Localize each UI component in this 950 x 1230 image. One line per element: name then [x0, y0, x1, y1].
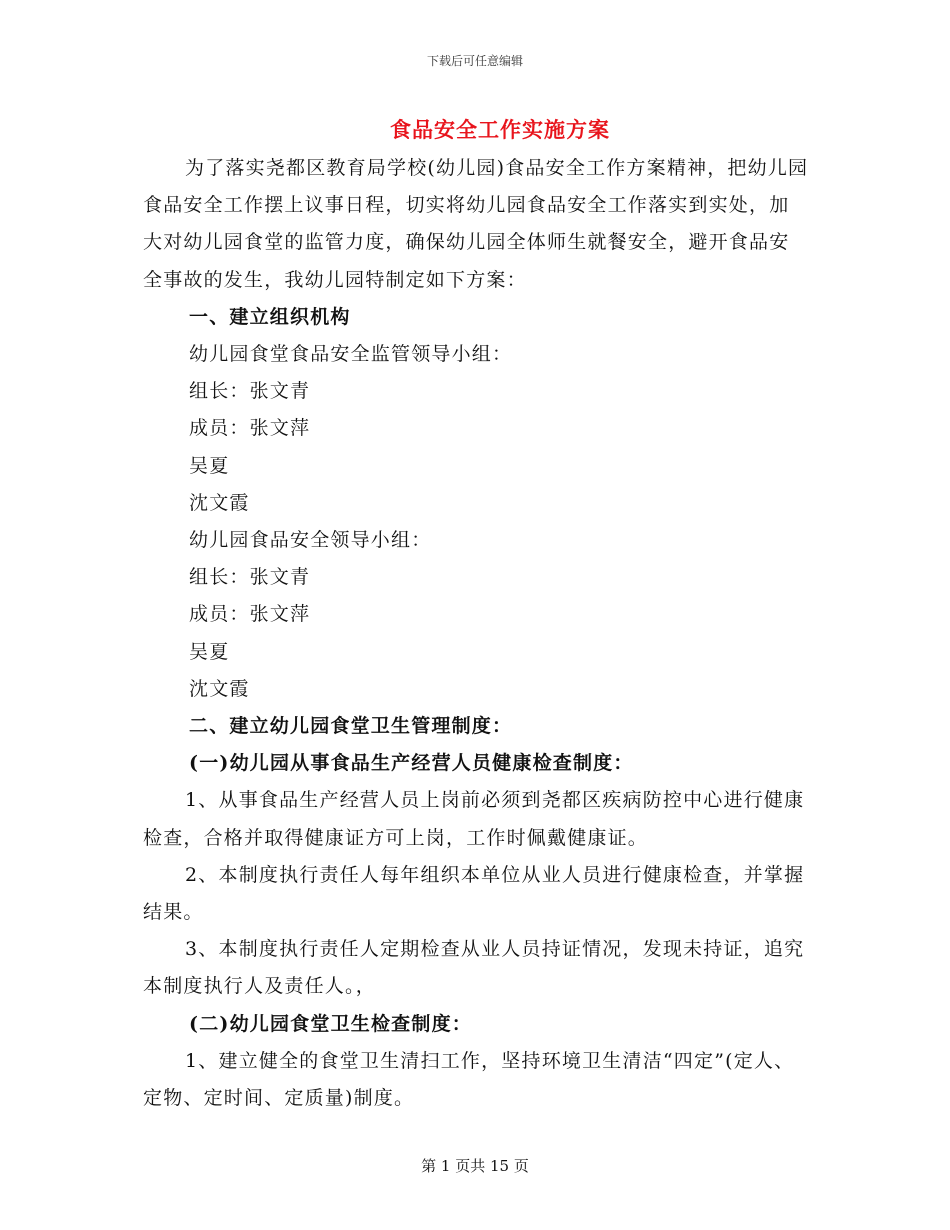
intro-paragraph: 为了落实尧都区教育局学校(幼儿园)食品安全工作方案精神，把幼儿园食品安全工作摆上议事日程，切实将幼儿园食品安全工作落实到实处，加大对幼儿园食堂的监管力度，确保幼儿园全体师生就餐安全，避开食品安全事故的发生，我幼儿园特制定如下方案：	[143, 157, 809, 291]
group1-member: 吴夏	[189, 454, 230, 477]
group1-member: 沈文霞	[189, 491, 250, 514]
subsection2-item: 1、建立健全的食堂卫生清扫工作，坚持环境卫生清洁“四定”(定人、定物、定时间、定质量)制度。	[143, 1049, 795, 1110]
subsection1-item: 3、本制度执行责任人定期检查从业人员持证情况，发现未持证，追究本制度执行人及责任人。，	[143, 938, 805, 998]
group2-member: 成员：张文萍	[189, 603, 311, 626]
subsection1-item: 1、从事食品生产经营人员上岗前必须到尧都区疾病防控中心进行健康检查，合格并取得健康证方可上岗，工作时佩戴健康证。	[143, 789, 805, 849]
header-note: 下载后可任意编辑	[426, 54, 523, 68]
group2-member: 沈文霞	[189, 677, 250, 700]
document-title: 食品安全工作实施方案	[390, 117, 610, 142]
section1-heading: 一、建立组织机构	[189, 305, 351, 328]
group2-member: 吴夏	[189, 640, 230, 663]
group1-leader: 组长：张文青	[189, 380, 311, 403]
section2-heading: 二、建立幼儿园食堂卫生管理制度：	[189, 715, 513, 738]
group2-title: 幼儿园食品安全领导小组：	[189, 529, 432, 552]
subsection1-item: 2、本制度执行责任人每年组织本单位从业人员进行健康检查，并掌握结果。	[143, 863, 805, 924]
group1-title: 幼儿园食堂食品安全监管领导小组：	[189, 343, 513, 366]
subsection2-heading: (二)幼儿园食堂卫生检查制度：	[189, 1012, 472, 1035]
page-number: 第 1 页共 15 页	[421, 1157, 529, 1175]
document-body	[143, 150, 809, 1117]
group2-leader: 组长：张文青	[189, 566, 311, 589]
group1-member: 成员：张文萍	[189, 417, 311, 440]
subsection1-heading: (一)幼儿园从事食品生产经营人员健康检查制度：	[189, 752, 634, 775]
